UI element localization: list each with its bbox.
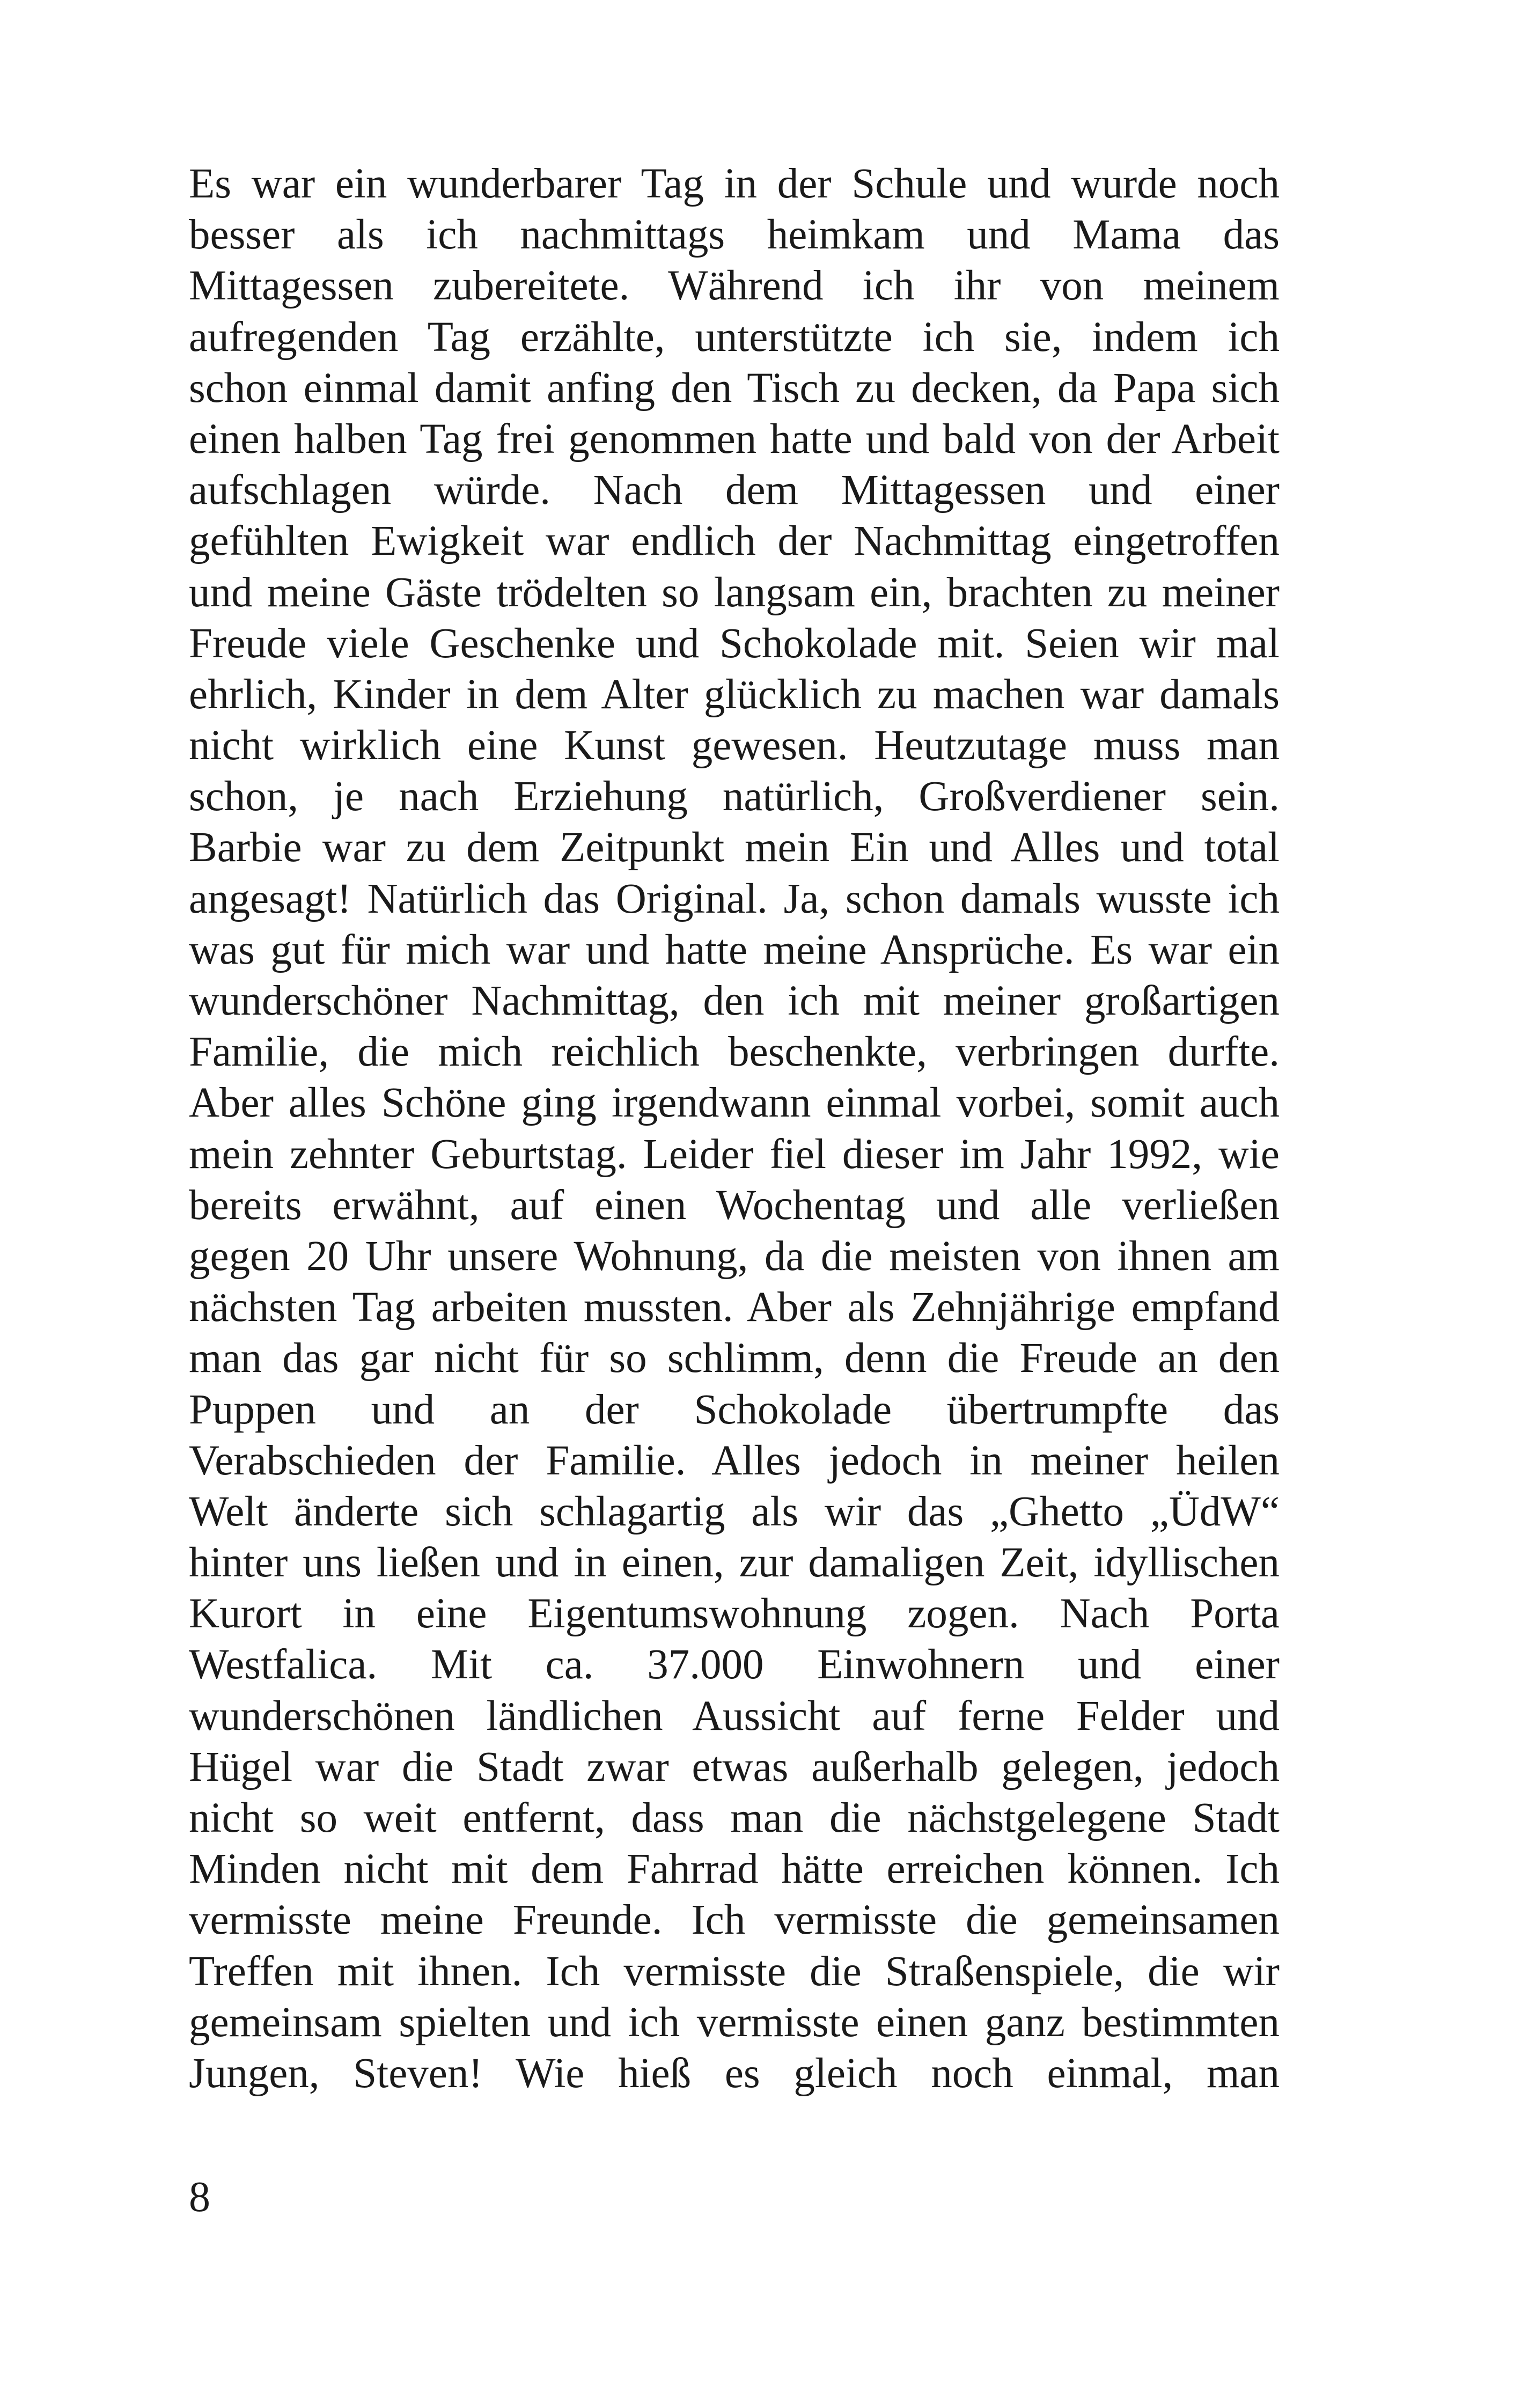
text-line: man das gar nicht für so schlimm, denn die Freude an den — [189, 1335, 1280, 1382]
text-line: schon einmal damit anfing den Tisch zu decken, da Papa sich — [189, 364, 1280, 412]
body-text — [189, 158, 1280, 2099]
text-line: was gut für mich war und hatte meine Ansprüche. Es war ein — [189, 926, 1280, 973]
text-line: wunderschönen ländlichen Aussicht auf ferne Felder und — [189, 1692, 1280, 1739]
text-line: aufschlagen würde. Nach dem Mittagessen und einer — [189, 467, 1280, 514]
text-line: Freude viele Geschenke und Schokolade mit. Seien wir mal — [189, 620, 1280, 667]
text-line: Familie, die mich reichlich beschenkte, verbringen durfte. — [189, 1029, 1280, 1076]
text-line: Mittagessen zubereitete. Während ich ihr von meinem — [189, 262, 1280, 310]
text-line: hinter uns ließen und in einen, zur damaligen Zeit, idyllischen — [189, 1539, 1280, 1587]
text-line: Minden nicht mit dem Fahrrad hätte erreichen können. Ich — [189, 1846, 1280, 1893]
text-line: einen halben Tag frei genommen hatte und bald von der Arbeit — [189, 415, 1280, 462]
text-line: gegen 20 Uhr unsere Wohnung, da die meisten von ihnen am — [189, 1232, 1280, 1280]
text-line: besser als ich nachmittags heimkam und Mama das — [189, 211, 1280, 259]
text-line: angesagt! Natürlich das Original. Ja, schon damals wusste ich — [189, 875, 1280, 922]
text-line: gemeinsam spielten und ich vermisste einen ganz bestimmten — [189, 1999, 1280, 2046]
text-line: wunderschöner Nachmittag, den ich mit meiner großartigen — [189, 978, 1280, 1024]
text-line: Barbie war zu dem Zeitpunkt mein Ein und Alles und total — [189, 824, 1280, 871]
text-line: Welt änderte sich schlagartig als wir das „Ghetto „ÜdW“ — [189, 1488, 1280, 1535]
text-line: nächsten Tag arbeiten mussten. Aber als Zehnjährige empfand — [189, 1284, 1280, 1331]
text-line: ehrlich, Kinder in dem Alter glücklich zu machen war damals — [189, 671, 1280, 718]
text-line: und meine Gäste trödelten so langsam ein, brachten zu meiner — [189, 569, 1280, 616]
text-line: aufregenden Tag erzählte, unterstützte ich sie, indem ich — [189, 313, 1280, 361]
text-line: Verabschieden der Familie. Alles jedoch in meiner heilen — [189, 1437, 1280, 1484]
text-line: Es war ein wunderbarer Tag in der Schule und wurde noch — [189, 160, 1280, 207]
text-line: Jungen, Steven! Wie hieß es gleich noch einmal, man — [189, 2050, 1280, 2097]
text-line: Aber alles Schöne ging irgendwann einmal vorbei, somit auch — [189, 1080, 1280, 1127]
text-line: Puppen und an der Schokolade übertrumpfte das — [189, 1386, 1280, 1433]
page-number: 8 — [189, 2174, 210, 2221]
text-line: schon, je nach Erziehung natürlich, Großverdiener sein. — [189, 773, 1280, 820]
text-line: nicht wirklich eine Kunst gewesen. Heutzutage muss man — [189, 722, 1280, 769]
text-line: gefühlten Ewigkeit war endlich der Nachmittag eingetroffen — [189, 518, 1280, 565]
text-line: Hügel war die Stadt zwar etwas außerhalb gelegen, jedoch — [189, 1743, 1280, 1790]
text-line: bereits erwähnt, auf einen Wochentag und alle verließen — [189, 1181, 1280, 1229]
text-line: Westfalica. Mit ca. 37.000 Einwohnern und einer — [189, 1641, 1280, 1688]
text-line: mein zehnter Geburtstag. Leider fiel dieser im Jahr 1992, wie — [189, 1130, 1280, 1178]
text-line: nicht so weit entfernt, dass man die nächstgelegene Stadt — [189, 1795, 1280, 1841]
text-line: Treffen mit ihnen. Ich vermisste die Straßenspiele, die wir — [189, 1948, 1280, 1995]
text-line: vermisste meine Freunde. Ich vermisste die gemeinsamen — [189, 1897, 1280, 1944]
text-line: Kurort in eine Eigentumswohnung zogen. Nach Porta — [189, 1590, 1280, 1638]
